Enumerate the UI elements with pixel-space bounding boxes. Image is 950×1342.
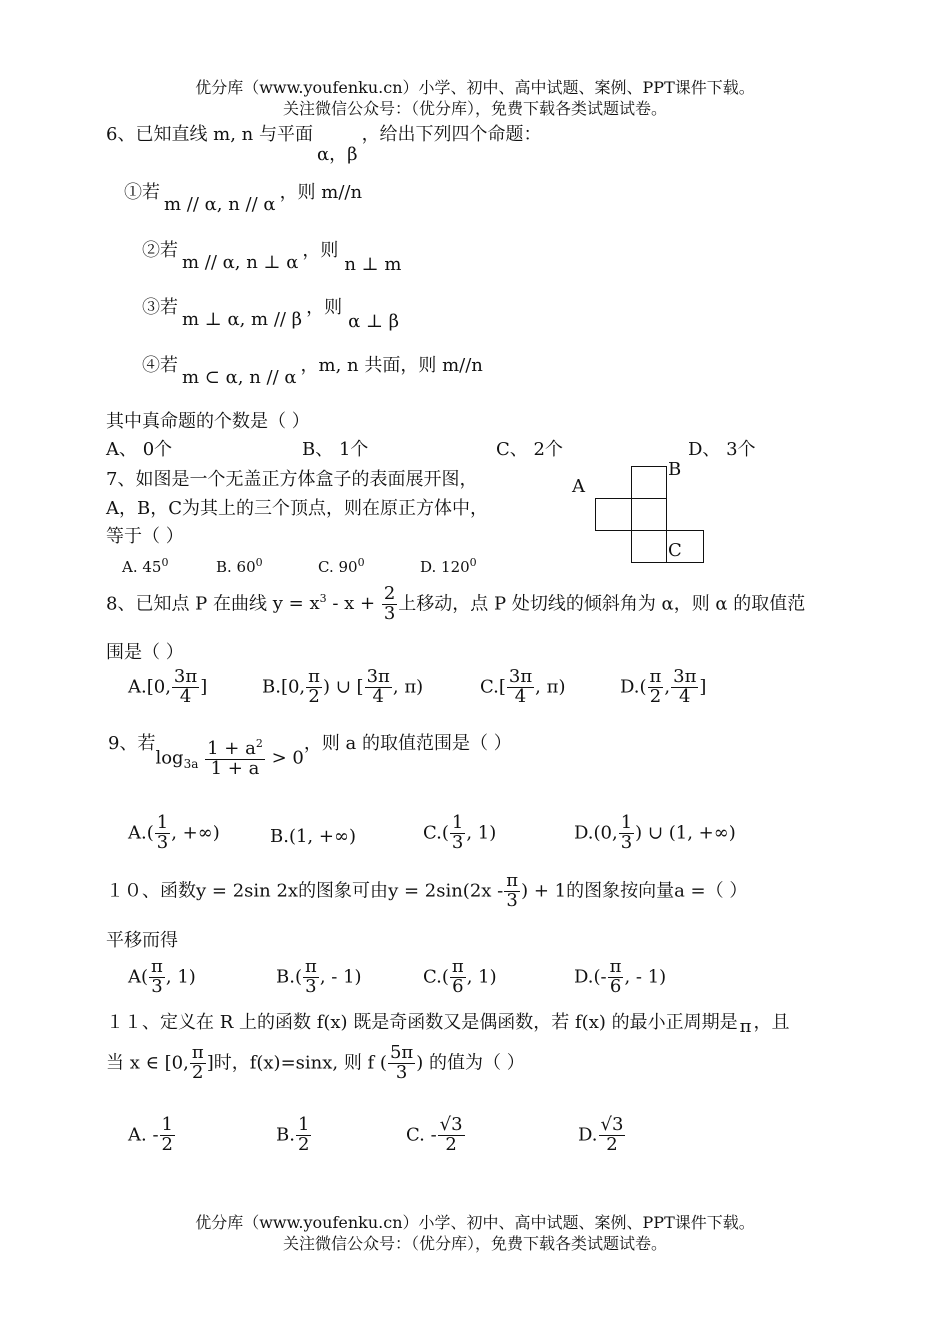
q11-a-d: 2 [161, 1133, 173, 1155]
header-line-2: 关注微信公众号：（优分库），免费下载各类试题试卷。 [282, 99, 667, 118]
q7-line-1: 7、如图是一个无盖正方体盒子的表面展开图， [106, 469, 478, 490]
q11-d-n: √3 [600, 1114, 624, 1135]
q9-log: log [155, 747, 184, 769]
q10-d-d: 6 [609, 975, 622, 997]
q10-option-a [128, 958, 196, 997]
q8-b-frac-2 [365, 668, 392, 707]
q10-d-post: , - 1) [624, 966, 667, 988]
q8-c-d: 4 [514, 685, 527, 707]
q6-p1-cond: m // α, n // α [164, 194, 276, 215]
q7-line-3: 等于（ ） [106, 526, 184, 547]
net-square [631, 530, 667, 563]
q6-p3-cond: m ⊥ α, m // β [182, 309, 303, 330]
net-square [595, 498, 632, 531]
q8-b-pre: B.[0, [262, 676, 306, 698]
q11-option-c [406, 1116, 466, 1155]
q11-l2-mid: ]时，f(x)=sinx, 则 f ( [206, 1052, 387, 1074]
q7-option-c [318, 556, 365, 576]
q10-a-d: 3 [151, 975, 163, 997]
q8-d-d1: 2 [649, 685, 662, 707]
q10-c-pre: C.( [423, 966, 449, 988]
q7-option-b [216, 556, 263, 576]
q6-p4-label: ④若 [142, 355, 178, 376]
q9-a-d: 3 [156, 831, 169, 853]
q9-d-pre: D.(0, [574, 822, 618, 844]
header-line-1: 优分库（www.youfenku.cn）小学、初中、高中试题、案例、PPT课件下载。 [195, 78, 755, 97]
vertex-label-c: C [668, 540, 682, 561]
q8-b-frac-1 [306, 668, 322, 707]
q8-d-pre: D.( [620, 676, 647, 698]
q10-option-d [574, 958, 666, 997]
q9-base: 3a [183, 756, 199, 771]
q11-d-frac [599, 1116, 626, 1155]
q6-p2-mid: ，则 [302, 240, 339, 261]
q8-d-post: ] [699, 676, 707, 698]
q8-line-2: 围是（ ） [106, 642, 184, 663]
q9-d-frac [619, 814, 634, 853]
q6-option-a: A、 0个 [106, 439, 173, 460]
q11-option-d [578, 1116, 626, 1155]
q10-a-pre: A( [128, 966, 149, 988]
q11-b-frac [296, 1116, 311, 1155]
q10-b-post: , - 1) [319, 966, 362, 988]
q9-option-b: B.(1, +∞) [270, 826, 356, 847]
q8-curve [273, 593, 375, 614]
q8-option-a [128, 668, 207, 707]
q11-a-frac [160, 1116, 175, 1155]
q7-d-text: D. 120 [420, 558, 470, 576]
net-square [631, 466, 667, 499]
q11-b-d: 2 [297, 1133, 310, 1155]
q8-prefix: 8、已知点 P 在曲线 [106, 593, 268, 615]
q8-b-d1: 2 [308, 685, 320, 707]
q11-l2-n2: 5π [389, 1042, 414, 1063]
q9-d-d: 3 [620, 831, 633, 853]
q10-f2-n: π [506, 870, 519, 891]
q9-c-frac [450, 814, 465, 853]
q8-a-n: 3π [173, 666, 198, 687]
q7-d-deg: 0 [469, 556, 477, 569]
q9-a-post: , +∞) [171, 822, 220, 844]
vertex-label-b: B [668, 459, 682, 480]
footer-line-1: 优分库（www.youfenku.cn）小学、初中、高中试题、案例、PPT课件下载。 [195, 1213, 755, 1232]
q11-c-d: 2 [445, 1133, 457, 1155]
q11-b-pre: B. [276, 1124, 295, 1146]
q6-option-c: C、 2个 [496, 439, 563, 460]
q6-p3-label: ③若 [142, 297, 178, 318]
q8-frac-d: 3 [383, 602, 396, 624]
q6-stem-text: 6、已知直线 m, n 与平面 [106, 124, 313, 145]
net-square [631, 498, 667, 531]
q9-option-a [128, 814, 220, 853]
q6-p3-mid: ，则 [306, 297, 343, 318]
q6-prop-2 [142, 240, 402, 275]
q11-c-frac [438, 1116, 465, 1155]
q10-stem [106, 872, 747, 911]
q11-d-d: 2 [606, 1133, 618, 1155]
q10-b-frac [303, 958, 319, 997]
q10-b-d: 3 [305, 975, 317, 997]
q9-gt: > 0 [271, 747, 304, 769]
q10-f2-b: ) + 1 [521, 880, 567, 902]
q6-p4-cond: m ⊂ α, n // α [182, 367, 297, 388]
q9-a-n: 1 [156, 812, 169, 833]
q8-b-n2: 3π [366, 666, 390, 687]
q8-a-pre: A.[0, [128, 676, 171, 698]
q6-ask: 其中真命题的个数是（ ） [106, 411, 310, 432]
q8-option-b [262, 668, 423, 707]
q8-frac-n: 2 [383, 583, 396, 604]
q9-d-post: ) ∪ (1, +∞) [635, 822, 736, 844]
q8-b-n1: π [308, 666, 320, 687]
q10-f2-d: 3 [506, 889, 518, 911]
q9-stem [108, 733, 512, 779]
q7-b-deg: 0 [255, 556, 263, 569]
q11-line-1 [106, 1012, 790, 1037]
q8-c-frac [507, 668, 534, 707]
q8-b-d2: 4 [372, 685, 384, 707]
q11-l2-d: 2 [192, 1061, 204, 1083]
q10-paren: （ ） [705, 880, 748, 902]
q9-c-d: 3 [451, 831, 464, 853]
q6-p2-label: ②若 [142, 240, 178, 261]
q9-a-pre: A.( [128, 822, 154, 844]
q6-p3-res: α ⊥ β [348, 311, 400, 332]
q6-prop-1 [124, 182, 363, 215]
q10-f1: y = 2sin 2x [196, 880, 299, 902]
q9-num-text: 1 + a [207, 738, 256, 759]
q10-vec: a = [674, 880, 706, 902]
q11-b-n: 1 [297, 1114, 310, 1135]
q9-c-n: 1 [451, 812, 464, 833]
q7-c-deg: 0 [357, 556, 365, 569]
q8-curve-a: y = x [272, 593, 320, 615]
q10-line-2: 平移而得 [106, 930, 178, 951]
q8-a-d: 4 [179, 685, 192, 707]
q9-a-frac [155, 814, 170, 853]
q11-l2-pre: 当 x ∈ [0, [106, 1052, 189, 1074]
q11-a-n: 1 [161, 1114, 173, 1135]
q9-prefix: 9、若 [108, 733, 156, 755]
q9-c-pre: C.( [423, 822, 449, 844]
q11-line-1-text: １１、定义在 R 上的函数 f(x) 既是奇函数又是偶函数，若 f(x) 的最小正周期是 [106, 1012, 738, 1033]
q6-p1-then: ，则 m//n [279, 182, 363, 203]
q9-d-n: 1 [620, 812, 633, 833]
q9-num-exp: 2 [255, 737, 263, 750]
q9-option-c [423, 814, 496, 853]
q8-a-post: ] [200, 676, 208, 698]
q9-option-d [574, 814, 736, 853]
q11-l2-d2: 3 [395, 1061, 408, 1083]
q10-b-pre: B.( [276, 966, 302, 988]
q8-b-post: , π) [392, 676, 424, 698]
q11-l2-frac-2 [388, 1044, 415, 1083]
q11-c-n: √3 [439, 1114, 463, 1135]
q9-frac-num [205, 738, 265, 760]
q10-suffix: 的图象按向量 [566, 880, 675, 902]
q10-b-n: π [304, 956, 317, 977]
q10-c-frac [450, 958, 466, 997]
q6-option-b: B、 1个 [302, 439, 369, 460]
q11-pi: π [739, 1016, 752, 1037]
q11-c-pre: C. - [406, 1124, 437, 1146]
q8-d-mid: , [664, 676, 671, 698]
q10-f2-a: y = 2sin(2x - [388, 880, 504, 902]
q9-frac [205, 738, 265, 779]
q8-d-frac-1 [648, 668, 664, 707]
q6-p1-label: ①若 [124, 182, 160, 203]
q10-prefix: １０、函数 [106, 880, 196, 902]
footer-line-2: 关注微信公众号：（优分库），免费下载各类试题试卷。 [282, 1234, 667, 1253]
q6-p2-cond: m // α, n ⊥ α [182, 252, 299, 273]
q11-l2-n: π [191, 1042, 204, 1063]
q7-c-text: C. 90 [318, 558, 358, 576]
q6-prop-3 [142, 297, 400, 332]
q8-curve-b: - x + [326, 593, 376, 615]
q11-l2-post: ) 的值为（ ） [416, 1052, 525, 1074]
q11-line-1-end: ，且 [753, 1012, 790, 1033]
q9-suffix: ，则 a 的取值范围是（ ） [303, 733, 512, 755]
q8-c-post: , π) [535, 676, 566, 698]
q11-a-pre: A. - [128, 1124, 159, 1146]
q6-option-d: D、 3个 [688, 439, 756, 460]
vertex-label-a: A [572, 476, 585, 497]
q8-option-d [620, 668, 706, 707]
q8-stem [106, 585, 805, 624]
q8-d-frac-2 [671, 668, 698, 707]
q8-c-pre: C.[ [480, 676, 506, 698]
q9-c-post: , 1) [466, 822, 497, 844]
q10-a-post: , 1) [165, 966, 196, 988]
q8-d-n2: 3π [673, 666, 697, 687]
q7-a-deg: 0 [161, 556, 169, 569]
q10-d-pre: D.(- [574, 966, 607, 988]
q10-d-n: π [609, 956, 622, 977]
q8-a-frac [172, 668, 199, 707]
q8-d-d2: 4 [679, 685, 691, 707]
q8-b-mid: ) ∪ [ [323, 676, 364, 698]
q11-line-2 [106, 1044, 525, 1083]
q6-stem-end: ，给出下列四个命题： [361, 124, 542, 145]
q10-c-post: , 1) [466, 966, 497, 988]
q10-f2-frac [504, 872, 520, 911]
q7-a-text: A. 45 [122, 558, 162, 576]
q10-option-b [276, 958, 362, 997]
q10-d-frac [608, 958, 624, 997]
q7-option-d [420, 556, 477, 576]
q11-option-b [276, 1116, 312, 1155]
q8-curve-exp: 3 [319, 592, 327, 606]
q6-planes: α，β [317, 144, 358, 165]
q7-option-a [122, 556, 168, 576]
q8-option-c [480, 668, 565, 707]
q8-d-n1: π [649, 666, 662, 687]
q6-prop-4 [142, 355, 483, 388]
q7-line-2: A，B，C为其上的三个顶点，则在原正方体中， [106, 498, 488, 519]
q11-l2-frac [190, 1044, 206, 1083]
q9-frac-den: 1 + a [210, 757, 260, 779]
q8-suffix: 上移动，点 P 处切线的倾斜角为 α，则 α 的取值范 [398, 593, 806, 615]
q10-c-d: 6 [452, 975, 464, 997]
q6-p2-res: n ⊥ m [344, 254, 402, 275]
q11-d-pre: D. [578, 1124, 598, 1146]
q10-mid: 的图象可由 [298, 880, 389, 902]
q10-c-n: π [451, 956, 464, 977]
q6-p4-then: ，m, n 共面，则 m//n [300, 355, 483, 376]
q6-stem [106, 124, 542, 165]
q8-c-n: 3π [508, 666, 533, 687]
q10-option-c [423, 958, 497, 997]
q7-b-text: B. 60 [216, 558, 256, 576]
q10-a-n: π [151, 956, 163, 977]
q10-a-frac [149, 958, 165, 997]
q8-frac [382, 585, 397, 624]
q11-option-a [128, 1116, 176, 1155]
